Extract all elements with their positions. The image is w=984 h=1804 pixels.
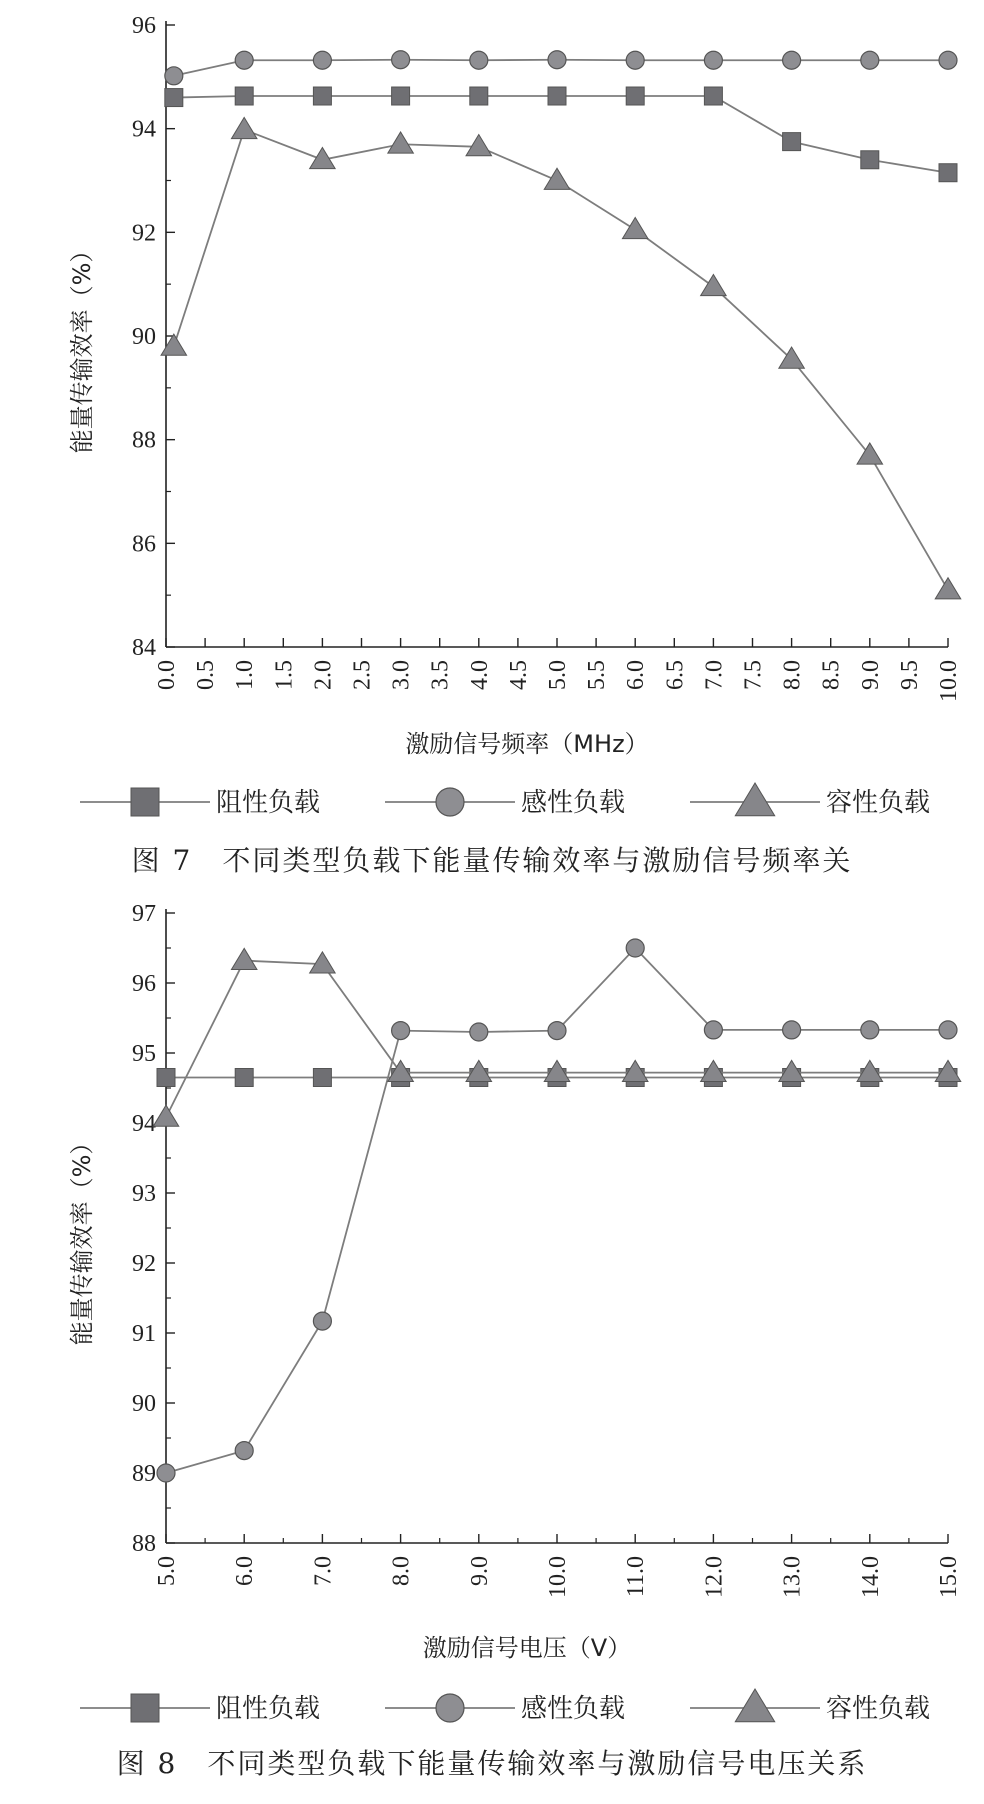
x-tick-label: 8.5 (818, 660, 845, 690)
legend-marker-square (131, 788, 159, 816)
data-point-triangle (231, 117, 257, 138)
data-point-square (783, 133, 801, 151)
series-line-square (174, 96, 948, 173)
x-tick-label: 2.0 (310, 660, 337, 690)
x-tick-label: 6.0 (623, 660, 650, 690)
legend-marker-circle (436, 1694, 464, 1722)
x-tick-label: 5.0 (545, 660, 571, 690)
data-point-square (939, 164, 957, 182)
x-tick-label: 4.5 (505, 660, 532, 690)
x-tick-label: 6.5 (662, 660, 689, 690)
x-tick-label: 14.0 (857, 1556, 884, 1598)
data-point-circle (704, 1021, 722, 1039)
data-point-triangle (466, 135, 492, 156)
data-point-square (157, 1069, 175, 1087)
data-point-square (313, 1069, 331, 1087)
data-point-circle (704, 51, 722, 69)
y-tick-label: 92 (132, 1251, 156, 1277)
x-tick-label: 15.0 (936, 1556, 962, 1598)
y-tick-label: 92 (132, 220, 156, 247)
y-tick-label: 88 (132, 1531, 156, 1557)
x-tick-label: 4.0 (466, 660, 493, 690)
data-point-circle (313, 51, 331, 69)
data-point-circle (548, 1022, 566, 1040)
data-point-triangle (544, 168, 570, 189)
x-tick-label: 0.5 (193, 660, 220, 690)
data-point-triangle (231, 948, 257, 969)
series-line-triangle (174, 130, 948, 590)
data-point-triangle (622, 217, 648, 238)
y-axis-label: 能量传输效率（%） (68, 238, 96, 454)
data-point-triangle (935, 578, 961, 599)
data-point-square (235, 87, 253, 105)
legend-marker-circle (436, 788, 464, 816)
x-tick-label: 1.0 (232, 660, 259, 690)
chart-2 (68, 901, 962, 1780)
data-point-circle (939, 51, 957, 69)
x-tick-label: 12.0 (701, 1556, 728, 1598)
legend-marker-triangle (735, 783, 774, 816)
x-tick-label: 8.0 (779, 660, 806, 690)
data-point-square (548, 87, 566, 105)
legend-label: 感性负载 (521, 1694, 626, 1724)
data-point-circle (861, 1021, 879, 1039)
x-tick-label: 7.0 (310, 1556, 337, 1586)
data-point-triangle (701, 274, 727, 295)
data-point-square (704, 87, 722, 105)
data-point-triangle (161, 334, 187, 355)
data-point-circle (626, 939, 644, 957)
data-point-circle (783, 51, 801, 69)
x-tick-label: 13.0 (779, 1556, 806, 1598)
data-point-square (626, 87, 644, 105)
data-point-triangle (153, 1105, 179, 1126)
x-tick-label: 10.0 (936, 660, 962, 702)
x-tick-label: 8.0 (388, 1556, 415, 1586)
legend-label: 阻性负载 (216, 788, 321, 818)
y-axis-label: 能量传输效率（%） (68, 1130, 96, 1346)
chart-1 (68, 13, 962, 877)
y-tick-label: 97 (132, 901, 156, 927)
legend-label: 容性负载 (826, 788, 931, 818)
data-point-circle (783, 1021, 801, 1039)
figure-caption: 图 8 不同类型负载下能量传输效率与激励信号电压关系 (116, 1747, 868, 1780)
y-tick-label: 86 (132, 531, 156, 558)
data-point-triangle (388, 132, 414, 153)
data-point-square (235, 1069, 253, 1087)
x-tick-label: 11.0 (623, 1556, 650, 1598)
data-point-circle (861, 51, 879, 69)
data-point-circle (313, 1312, 331, 1330)
data-point-square (165, 89, 183, 107)
data-point-square (470, 87, 488, 105)
y-tick-label: 84 (132, 635, 156, 661)
legend-label: 感性负载 (521, 788, 626, 818)
legend-label: 容性负载 (826, 1694, 931, 1724)
y-tick-label: 96 (132, 971, 156, 997)
y-tick-label: 95 (132, 1041, 156, 1067)
data-point-circle (548, 51, 566, 69)
data-point-triangle (857, 443, 883, 464)
y-tick-label: 89 (132, 1461, 156, 1487)
x-tick-label: 3.5 (427, 660, 454, 690)
x-tick-label: 7.5 (740, 660, 767, 690)
data-point-circle (165, 67, 183, 85)
x-tick-label: 2.5 (349, 660, 376, 690)
data-point-circle (392, 51, 410, 69)
data-point-square (392, 87, 410, 105)
x-tick-label: 3.0 (388, 660, 415, 690)
y-tick-label: 94 (132, 1111, 156, 1137)
x-tick-label: 7.0 (701, 660, 728, 690)
y-tick-label: 91 (132, 1321, 156, 1347)
x-axis-label: 激励信号频率（MHz） (405, 730, 649, 758)
y-tick-label: 96 (132, 13, 156, 39)
data-point-circle (470, 1023, 488, 1041)
y-tick-label: 90 (132, 1391, 156, 1417)
y-tick-label: 88 (132, 427, 156, 454)
data-point-circle (392, 1022, 410, 1040)
data-point-circle (235, 51, 253, 69)
legend-marker-triangle (735, 1689, 774, 1722)
x-tick-label: 6.0 (232, 1556, 259, 1586)
data-point-circle (157, 1464, 175, 1482)
data-point-triangle (310, 952, 336, 973)
legend-label: 阻性负载 (216, 1694, 321, 1724)
data-point-circle (235, 1442, 253, 1460)
x-tick-label: 5.0 (154, 1556, 180, 1586)
x-tick-label: 9.5 (896, 660, 923, 690)
data-point-circle (470, 51, 488, 69)
x-tick-label: 0.0 (154, 660, 180, 690)
legend-marker-square (131, 1694, 159, 1722)
x-tick-label: 1.5 (271, 660, 298, 690)
y-tick-label: 93 (132, 1181, 156, 1207)
data-point-square (861, 151, 879, 169)
x-axis-label: 激励信号电压（V） (422, 1634, 632, 1662)
y-tick-label: 90 (132, 324, 156, 350)
data-point-circle (626, 51, 644, 69)
x-tick-label: 9.0 (857, 660, 884, 690)
x-tick-label: 10.0 (545, 1556, 571, 1598)
data-point-circle (939, 1021, 957, 1039)
x-tick-label: 9.0 (466, 1556, 493, 1586)
data-point-square (313, 87, 331, 105)
figure-caption: 图 7 不同类型负载下能量传输效率与激励信号频率关 (131, 844, 853, 877)
x-tick-label: 5.5 (584, 660, 611, 690)
y-tick-label: 94 (132, 116, 156, 143)
